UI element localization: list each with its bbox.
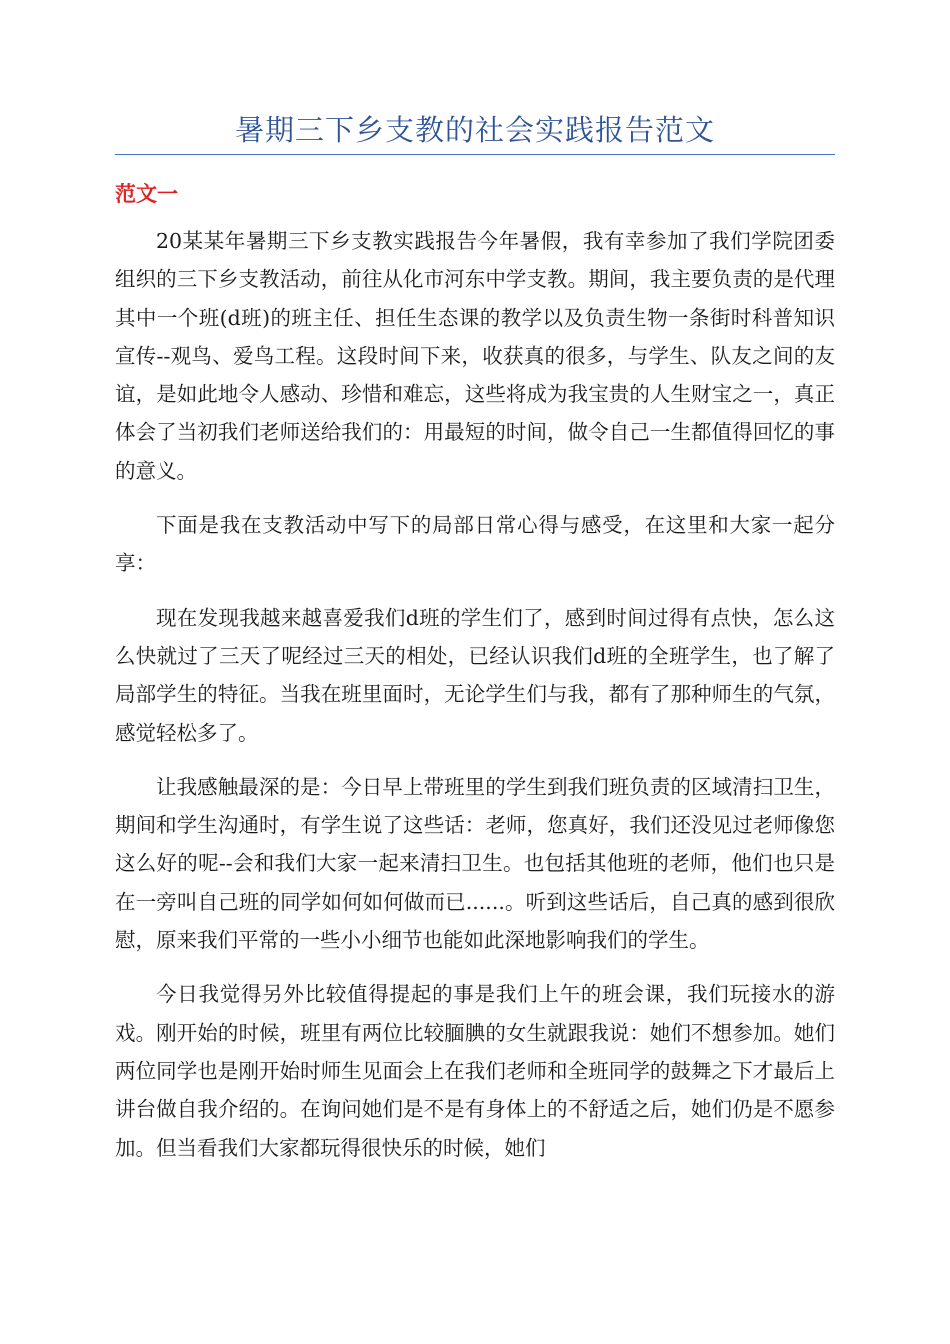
paragraph: 20某某年暑期三下乡支教实践报告今年暑假，我有幸参加了我们学院团委组织的三下乡支教活动，前往从化市河东中学支教。期间，我主要负责的是代理其中一个班(d班)的班主任、担任生态课的教学以及负责生物一条街时科普知识宣传--观鸟、爱鸟工程。这段时间下来，收获真的很多，与学生、队友之间的友谊，是如此地令人感动、珍惜和难忘，这些将成为我宝贵的人生财宝之一，真正体会了当初我们老师送给我们的：用最短的时间，做令自己一生都值得回忆的事的意义。 (115, 229, 835, 483)
paragraph: 让我感触最深的是：今日早上带班里的学生到我们班负责的区域清扫卫生，期间和学生沟通时，有学生说了这些话：老师，您真好，我们还没见过老师像您这么好的呢--会和我们大家一起来清扫卫生。也包括其他班的老师，他们也只是在一旁叫自己班的同学如何如何做而已......。听到这些话后，自己真的感到很欣慰，原来我们平常的一些小小细节也能如此深地影响我们的学生。 (115, 774, 835, 953)
document-title: 暑期三下乡支教的社会实践报告范文 (234, 113, 715, 147)
paragraph: 今日我觉得另外比较值得提起的事是我们上午的班会课，我们玩接水的游戏。刚开始的时候，班里有两位比较腼腆的女生就跟我说：她们不想参加。她们两位同学也是刚开始时师生见面会上在我们老师和全班同学的鼓舞之下才最后上讲台做自我介绍的。在询问她们是不是有身体上的不舒适之后，她们仍是不愿参加。但当看我们大家都玩得很快乐的时候，她们 (115, 982, 835, 1160)
paragraph: 下面是我在支教活动中写下的局部日常心得与感受，在这里和大家一起分享： (115, 513, 835, 576)
title-underline (115, 154, 835, 155)
paragraph: 现在发现我越来越喜爱我们d班的学生们了，感到时间过得有点快，怎么这么快就过了三天了呢经过三天的相处，已经认识我们d班的全班学生，也了解了局部学生的特征。当我在班里面时，无论学生们与我，都有了那种师生的气氛，感觉轻松多了。 (115, 605, 835, 745)
document-body (115, 222, 835, 1183)
section-heading: 范文一 (115, 182, 178, 206)
